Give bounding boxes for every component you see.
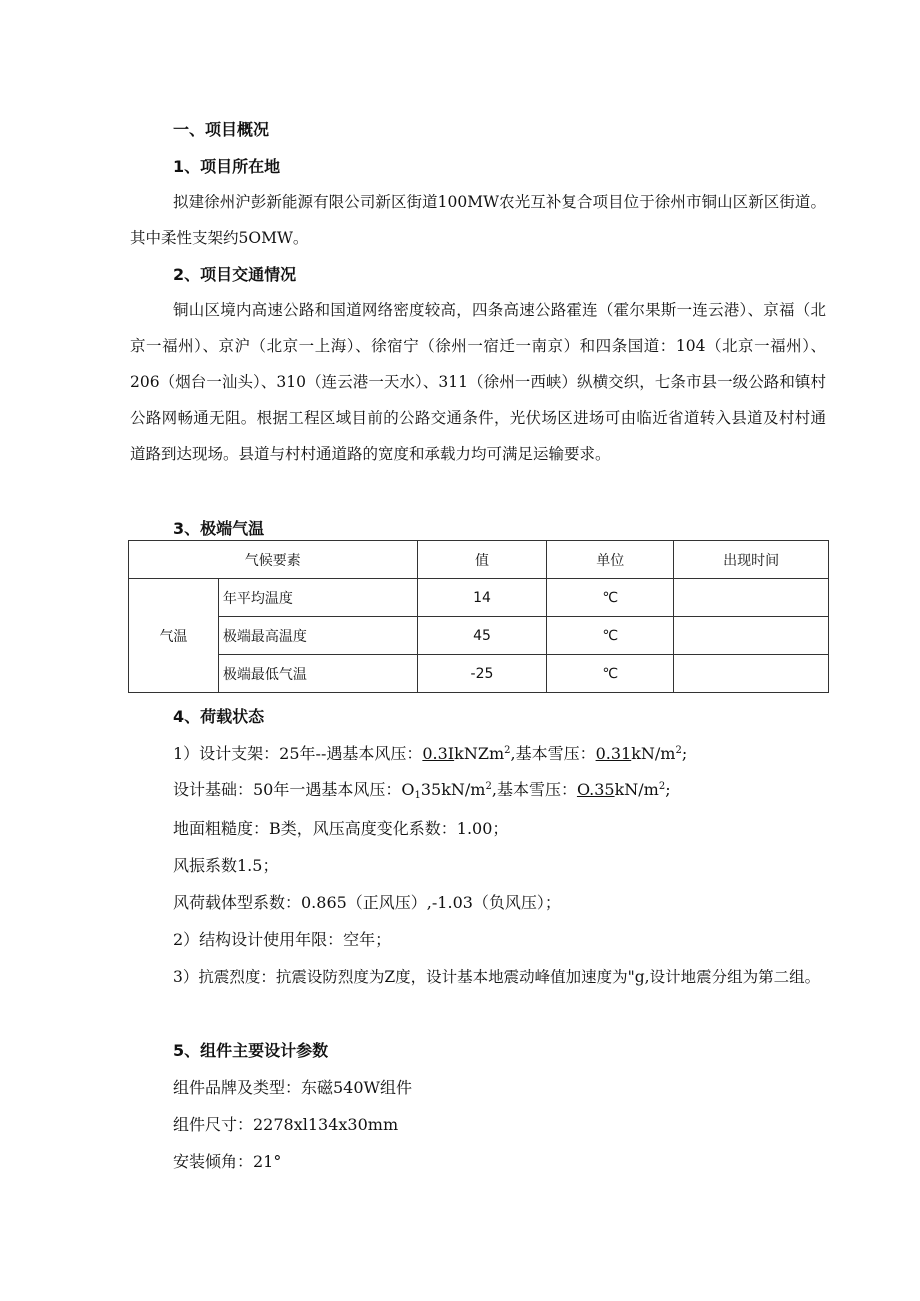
roughness-line: 地面粗糙度：B类，风压高度变化系数：1.00；: [173, 819, 509, 838]
table-row: [129, 579, 829, 617]
header-unit: 单位: [547, 541, 674, 579]
row-time: [674, 579, 829, 617]
heading-load-conditions: 4、荷载状态: [173, 707, 265, 726]
row-value: -25: [417, 655, 547, 693]
table-header-row: [129, 541, 829, 579]
group-cell: 气温: [129, 579, 219, 693]
row-unit: ℃: [547, 617, 674, 655]
heading-transport: 2、项目交通情况: [173, 265, 297, 284]
row-unit: ℃: [547, 655, 674, 693]
row-value: 14: [417, 579, 547, 617]
service-life-line: 2）结构设计使用年限：空年；: [173, 930, 392, 949]
row-name: 年平均温度: [218, 579, 417, 617]
header-climate-element: 气候要素: [129, 541, 418, 579]
module-size-line: 组件尺寸：2278xl134x30mm: [173, 1115, 399, 1134]
location-paragraph: 拟建徐州沪彭新能源有限公司新区街道100MW农光互补复合项目位于徐州市铜山区新区街道。其中柔性支架约5OMW。: [130, 193, 826, 247]
row-time: [674, 617, 829, 655]
row-name: 极端最高温度: [218, 617, 417, 655]
header-time: 出现时间: [674, 541, 829, 579]
foundation-load-line: 设计基础：50年一遇基本风压：$O_135kN/m^2$,基本雪压：$O.35kN/m^2$;: [173, 780, 671, 801]
shape-coefficient-line: 风荷载体型系数：0.865（正风压）,-1.03（负风压）；: [173, 893, 561, 912]
climate-table: [128, 540, 829, 693]
module-brand-line: 组件品牌及类型：东磁540W组件: [173, 1078, 412, 1097]
wind-vibration-line: 风振系数1.5；: [173, 856, 279, 875]
header-value: 值: [417, 541, 547, 579]
heading-extreme-temperature: 3、极端气温: [173, 519, 265, 538]
row-name: 极端最低气温: [218, 655, 417, 693]
support-load-line: 1）设计支架：25年--遇基本风压：0.3IkNZm$^2$,基本雪压：$0.31kN/m^2$;: [173, 744, 688, 763]
seismic-paragraph: 3）抗震烈度：抗震设防烈度为Z度，设计基本地震动峰值加速度为"g,设计地震分组为第二组。: [173, 968, 821, 986]
row-unit: ℃: [547, 579, 674, 617]
table-row: [129, 617, 829, 655]
tilt-angle-line: 安装倾角：21°: [173, 1152, 282, 1171]
table-row: [129, 655, 829, 693]
heading-module-parameters: 5、组件主要设计参数: [173, 1041, 329, 1060]
section-title: 一、项目概况: [173, 120, 270, 139]
row-time: [674, 655, 829, 693]
transport-paragraph: 铜山区境内高速公路和国道网络密度较高，四条高速公路霍连（霍尔果斯一连云港）、京福（北京一福州）、京沪（北京一上海）、徐宿宁（徐州一宿迁一南京）和四条国道：104（北京一福州）、206（烟台一汕头）、310（连云港一天水）、311（徐州一西峡）纵横交织，七条市县一级公路和镇村公路网畅通无阻。根据工程区域目前的公路交通条件，光伏场区进场可由临近省道转入县道及村村通道路到达现场。县道与村村通道路的宽度和承载力均可满足运输要求。: [130, 301, 826, 463]
row-value: 45: [417, 617, 547, 655]
heading-location: 1、项目所在地: [173, 157, 281, 176]
